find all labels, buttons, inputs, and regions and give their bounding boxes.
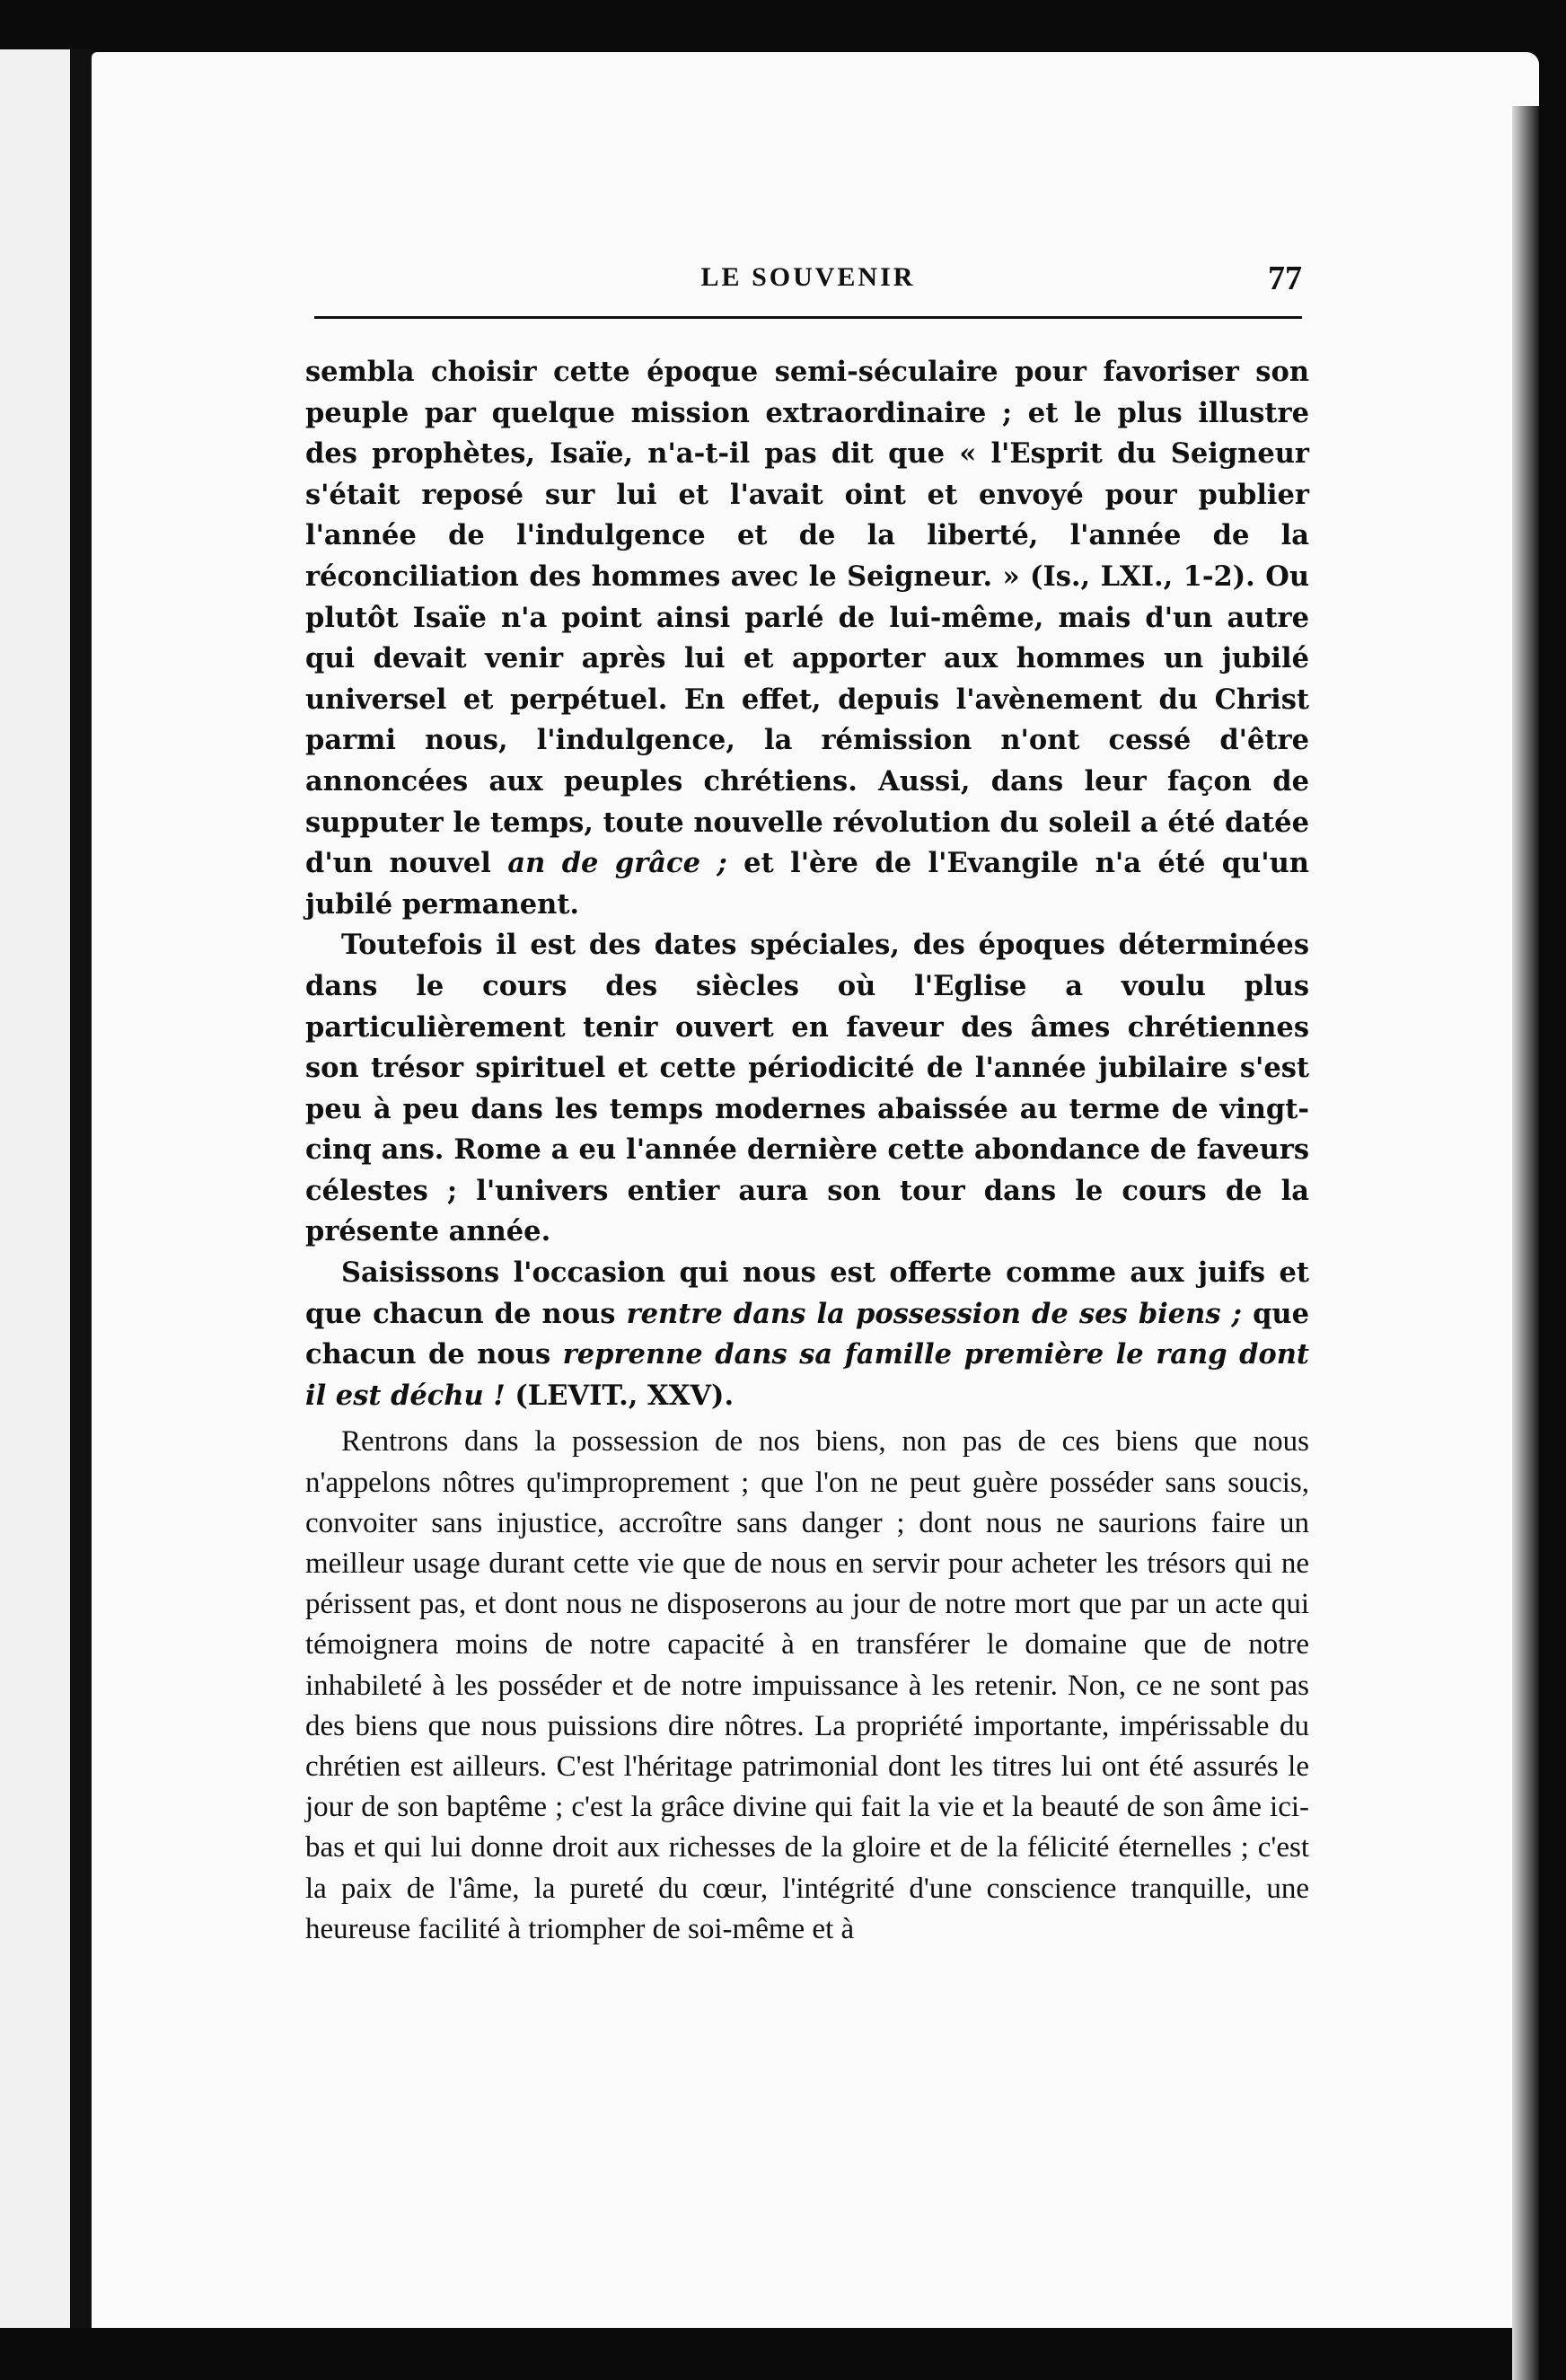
text-segment: sembla choisir cette époque semi-séculaire pour favoriser son peuple par quelque mission extraordinaire ; et le plus illustre des prophètes, Isaïe, n'a-t-il pas dit que « l'Esprit du Seigneur s'était reposé sur lui et l'avait oint et envoyé pour publier l'année de l'indulgence et de la liberté, l'année de la réconciliation des hommes avec le Seigneur. » (Is., LXI., 1-2). Ou plutôt Isaïe n'a point ainsi parlé de lui-même, mais d'un autre qui devait venir après lui et apporter aux hommes un jubilé universel et perpétuel. En effet, depuis l'avènement du Christ parmi nous, l'indulgence, la rémission n'ont cessé d'être annoncées aux peuples chrétiens. Aussi, dans leur façon de supputer le temps, toute nouvelle révolution du soleil a été datée d'un nouvel [305, 356, 1309, 880]
running-head [314, 259, 1302, 302]
text-segment: Rentrons dans la possession de nos biens, non pas de ces biens que nous n'appelons nôtres qu'improprement ; que l'on ne peut guère posséder sans soucis, convoiter sans injustice, accroître sans danger ; dont nous ne saurions faire un meilleur usage durant cette vie que de nous en servir pour acheter les trésors qui ne périssent pas, et dont nous ne disposerons au jour de notre mort que par un acte qui témoignera moins de notre capacité à en transférer le domaine que de notre inhabileté à les posséder et de notre impuissance à les retenir. Non, ce ne sont pas des biens que nous puissions dire nôtres. La propriété importante, impérissable du chrétien est ailleurs. C'est l'héritage patrimonial dont les titres lui ont été assurés le jour de son baptême ; c'est la grâce divine qui fait la vie et la beauté de son âme ici-bas et qui lui donne droit aux richesses de la gloire et de la félicité éternelles ; c'est la paix de l'âme, la pureté du cœur, l'intégrité d'une conscience tranquille, une heureuse facilité à triompher de soi-même et à [305, 1425, 1309, 1945]
text-segment: (LEVIT., XXV). [505, 1379, 735, 1412]
paragraph-2 [305, 925, 1309, 1253]
italic-segment: reprenne dans sa famille première le rang dont il est déchu ! [305, 1338, 1309, 1412]
running-title: LE SOUVENIR [700, 262, 916, 292]
page-edge-shadow [1512, 106, 1539, 2380]
page-number: 77 [1268, 260, 1302, 297]
adjacent-page-strip [0, 49, 70, 2328]
text-segment: et l'ère de l'Evangile n'a été qu'un jubilé permanent. [305, 847, 1309, 921]
paragraph-1 [305, 352, 1309, 925]
body-text [305, 352, 1309, 1950]
paragraph-4 [305, 1422, 1309, 1950]
paragraph-3 [305, 1253, 1309, 1416]
italic-segment: an de grâce ; [507, 847, 727, 880]
italic-segment: rentre dans la possession de ses biens ; [626, 1297, 1242, 1330]
book-gutter [70, 49, 92, 2328]
header-rule [314, 316, 1302, 319]
text-segment: Saisissons l'occasion qui nous est offerte comme aux juifs et que chacun de nous [305, 1256, 1309, 1330]
text-segment: que chacun de nous [305, 1297, 1310, 1371]
text-segment: Toutefois il est des dates spéciales, des époques déterminées dans le cours des siècles où l'Eglise a voulu plus particulièrement tenir ouvert en faveur des âmes chrétiennes son trésor spirituel et cette périodicité de l'année jubilaire s'est peu à peu dans les temps modernes abaissée au terme de vingt-cinq ans. Rome a eu l'année dernière cette abondance de faveurs célestes ; l'univers entier aura son tour dans le cours de la présente année. [305, 929, 1309, 1248]
